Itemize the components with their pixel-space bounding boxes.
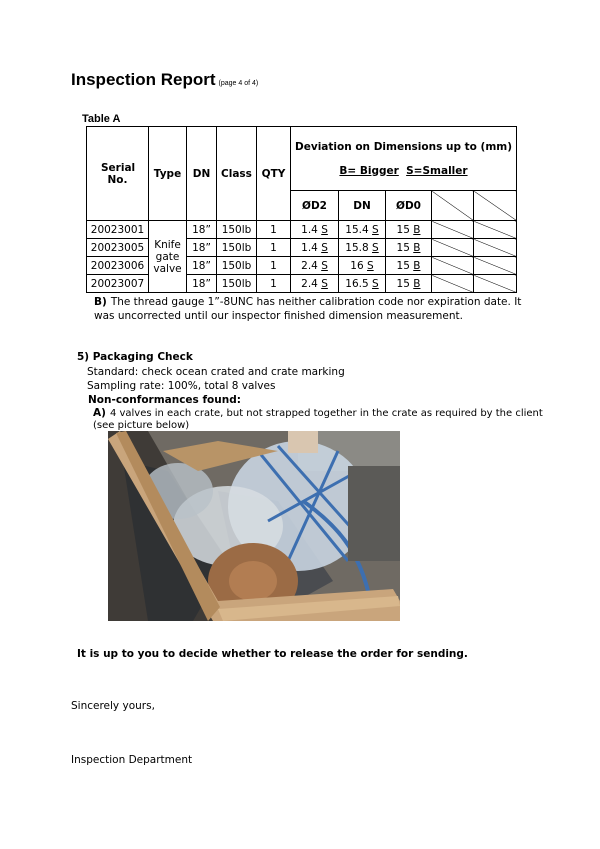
d2-flag: S (321, 223, 328, 236)
cell-class: 150lb (217, 221, 257, 239)
empty-diagonal-cell (432, 239, 474, 257)
dn-value: 15.4 (345, 223, 369, 236)
legend-bigger: B= Bigger (339, 164, 399, 177)
cell-class: 150lb (217, 257, 257, 275)
dn-flag: S (372, 223, 379, 236)
signature-department: Inspection Department (71, 754, 193, 766)
d2-flag: S (321, 241, 328, 254)
cell-d2 (291, 257, 339, 275)
cell-dn: 18” (187, 221, 217, 239)
note-b (94, 295, 544, 323)
cell-dn: 18” (187, 257, 217, 275)
d2-value: 1.4 (301, 241, 318, 254)
cell-dn-dev (339, 257, 386, 275)
packaging-heading: 5) Packaging Check (77, 351, 193, 363)
d0-flag: B (413, 223, 421, 236)
header-deviation (291, 127, 517, 191)
empty-diagonal-cell (432, 257, 474, 275)
cell-class: 150lb (217, 239, 257, 257)
dn-value: 15.8 (345, 241, 369, 254)
packaging-standard: Standard: check ocean crated and crate marking (87, 366, 345, 378)
report-title-text: Inspection Report (71, 70, 216, 89)
header-qty: QTY (257, 127, 291, 221)
dn-flag: S (372, 277, 379, 290)
cell-dn: 18” (187, 275, 217, 293)
cell-serial: 20023006 (87, 257, 149, 275)
d0-value: 15 (396, 223, 410, 236)
empty-diagonal-cell (474, 191, 517, 221)
empty-diagonal-cell (474, 239, 517, 257)
crate-photo (108, 431, 400, 621)
note-b-text: The thread gauge 1”-8UNC has neither calibration code nor expiration date. It was uncorrected until our inspector finished dimension measurement. (94, 296, 522, 322)
d2-value: 2.4 (301, 277, 318, 290)
cell-qty: 1 (257, 257, 291, 275)
cell-dn: 18” (187, 239, 217, 257)
d0-flag: B (413, 277, 421, 290)
cell-dn-dev (339, 221, 386, 239)
dn-flag: S (367, 259, 374, 272)
empty-diagonal-cell (474, 257, 517, 275)
crate-photo-image (108, 431, 400, 621)
d0-value: 15 (396, 259, 410, 272)
table-a-label: Table A (82, 113, 121, 125)
legend-smaller: S=Smaller (406, 164, 468, 177)
empty-diagonal-cell (432, 191, 474, 221)
page-note: (page 4 of 4) (218, 80, 259, 87)
cell-d0 (386, 239, 432, 257)
d0-flag: B (413, 259, 421, 272)
cell-serial: 20023001 (87, 221, 149, 239)
cell-d0 (386, 221, 432, 239)
d0-value: 15 (396, 277, 410, 290)
closing-sincerely: Sincerely yours, (71, 700, 155, 712)
empty-diagonal-cell (432, 221, 474, 239)
d0-value: 15 (396, 241, 410, 254)
empty-diagonal-cell (432, 275, 474, 293)
header-dn: DN (187, 127, 217, 221)
header-dn-sub: DN (339, 191, 386, 221)
cell-serial: 20023005 (87, 239, 149, 257)
dn-flag: S (372, 241, 379, 254)
report-title (71, 70, 258, 90)
deviation-legend (291, 159, 516, 183)
item-a-label: A) (93, 407, 106, 419)
cell-serial: 20023007 (87, 275, 149, 293)
decision-statement: It is up to you to decide whether to release the order for sending. (77, 648, 468, 660)
cell-class: 150lb (217, 275, 257, 293)
inspection-table (86, 126, 517, 293)
item-a-text: 4 valves in each crate, but not strapped together in the crate as required by the client (see picture below) (93, 408, 543, 431)
cell-type: Knife gate valve (149, 221, 187, 293)
header-serial: Serial No. (87, 127, 149, 221)
d2-value: 2.4 (301, 259, 318, 272)
nonconformances-heading: Non-conformances found: (88, 394, 241, 406)
d2-value: 1.4 (301, 223, 318, 236)
cell-qty: 1 (257, 221, 291, 239)
dn-value: 16.5 (345, 277, 369, 290)
cell-d2 (291, 221, 339, 239)
cell-qty: 1 (257, 275, 291, 293)
empty-diagonal-cell (474, 275, 517, 293)
cell-dn-dev (339, 275, 386, 293)
cell-d2 (291, 239, 339, 257)
header-class: Class (217, 127, 257, 221)
note-b-label: B) (94, 296, 107, 308)
cell-d0 (386, 275, 432, 293)
dn-value: 16 (350, 259, 364, 272)
cell-d2 (291, 275, 339, 293)
empty-diagonal-cell (474, 221, 517, 239)
d2-flag: S (321, 259, 328, 272)
header-d0: ØD0 (386, 191, 432, 221)
d2-flag: S (321, 277, 328, 290)
header-d2: ØD2 (291, 191, 339, 221)
cell-d0 (386, 257, 432, 275)
header-type: Type (149, 127, 187, 221)
d0-flag: B (413, 241, 421, 254)
deviation-title: Deviation on Dimensions up to (mm) (295, 140, 512, 153)
table-row (87, 221, 517, 239)
packaging-sampling: Sampling rate: 100%, total 8 valves (87, 380, 276, 392)
nonconformance-item-a (93, 407, 563, 432)
cell-qty: 1 (257, 239, 291, 257)
cell-dn-dev (339, 239, 386, 257)
